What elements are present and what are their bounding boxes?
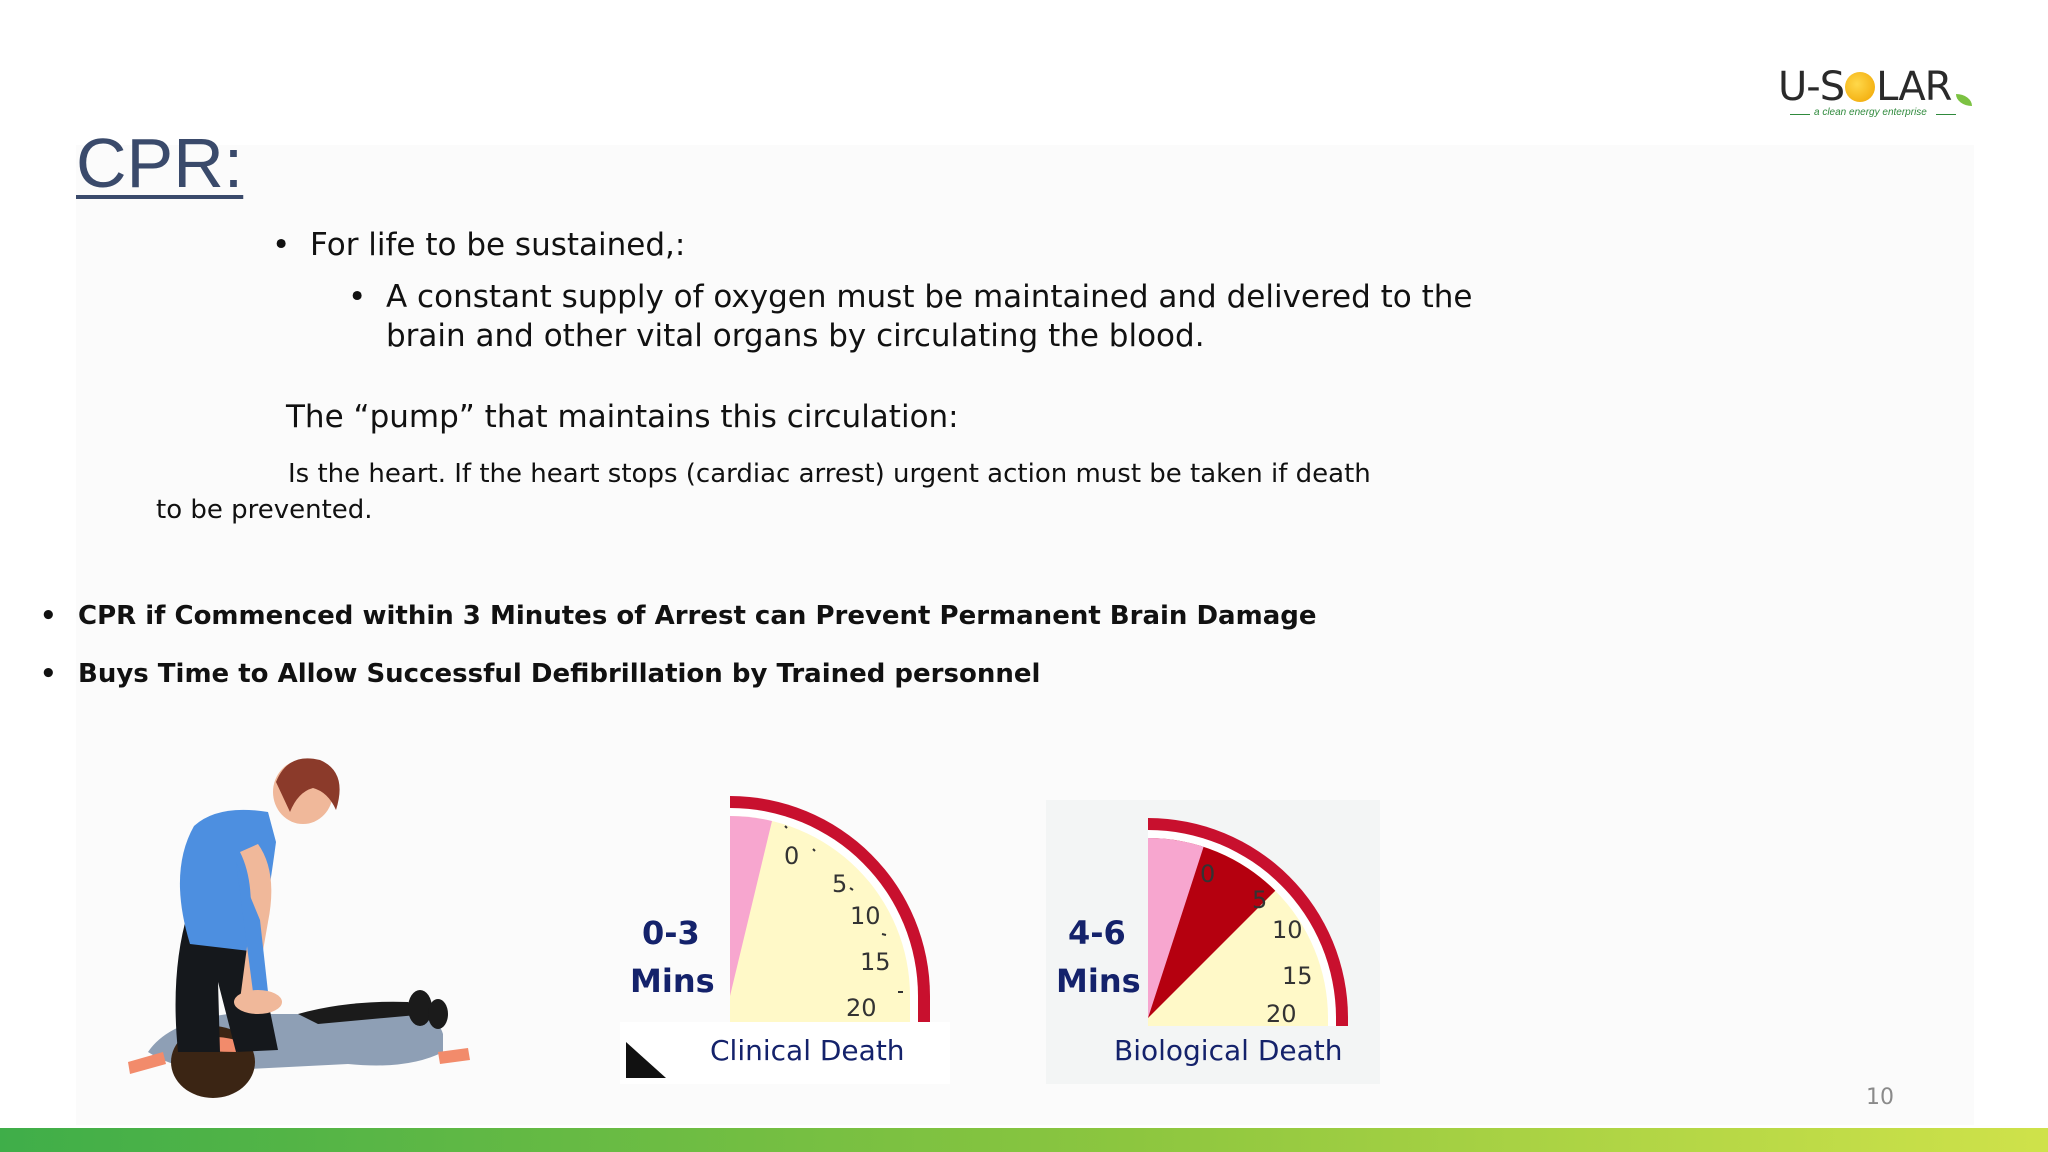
logo-wordmark [1778,64,1951,110]
tick-label-0: 0 [784,842,800,870]
patient-foot-1 [408,990,432,1026]
tick-label-5: 5 [1252,886,1268,914]
bullet-dot: • [348,279,367,315]
biological-death-gauge [1046,800,1380,1084]
tick-label-20: 20 [1266,1000,1297,1028]
pump-heading: The “pump” that maintains this circulation: [286,399,959,435]
clinical-death-gauge [620,796,950,1084]
tick-label-15: 15 [1282,962,1313,990]
footer-gradient-bar [0,1128,2048,1152]
page-number: 10 [1866,1085,1894,1110]
heart-text-line1: Is the heart. If the heart stops (cardiac arrest) urgent action must be taken if death [288,459,1371,489]
tick-label-20: 20 [846,994,877,1022]
bullet-dot: • [40,601,57,631]
rescuer-hands [234,990,282,1014]
logo-tagline: a clean energy enterprise [1814,107,1927,118]
tick-label-10: 10 [1272,916,1303,944]
range-label-top: 0-3 [642,914,700,952]
bullet-cpr-brain-damage [40,600,1316,633]
tick-label-5: 5 [832,870,848,898]
bullet-defibrillation [40,658,1040,691]
heart-text-line2: to be prevented. [156,495,373,525]
sun-icon [1845,72,1875,102]
bullet-life-sustained [272,226,685,265]
patient-foot-2 [428,999,448,1029]
tick-label-0: 0 [1200,860,1216,888]
tick-label-15: 15 [860,948,891,976]
logo-text-left: U-S [1778,64,1845,110]
logo-rule-left [1790,114,1810,115]
range-label-top: 4-6 [1068,914,1126,952]
u-solar-logo [1778,64,1978,126]
range-label-bottom: Mins [1056,962,1141,1000]
range-label-bottom: Mins [630,962,715,1000]
cpr-illustration [108,752,478,1106]
logo-text-right: LAR [1876,64,1952,110]
gauge-caption: Clinical Death [710,1034,905,1067]
bullet-text: CPR if Commenced within 3 Minutes of Arrest can Prevent Permanent Brain Damage [78,601,1317,631]
bullet-text-line1: A constant supply of oxygen must be maintained and delivered to the [386,279,1473,315]
bullet-text: For life to be sustained,: [310,227,686,263]
slide-title: CPR: [76,124,244,202]
bullet-text: Buys Time to Allow Successful Defibrillation by Trained personnel [78,659,1041,689]
bullet-text-line2: brain and other vital organs by circulating the blood. [386,317,1205,354]
gauge-caption: Biological Death [1114,1034,1343,1067]
bullet-dot: • [272,227,291,263]
leaf-icon [1956,94,1972,106]
bullet-dot: • [40,659,57,689]
bullet-oxygen-supply [348,278,1473,356]
patient-arm-left [128,1052,166,1074]
logo-rule-right [1936,114,1956,115]
tick-label-10: 10 [850,902,881,930]
